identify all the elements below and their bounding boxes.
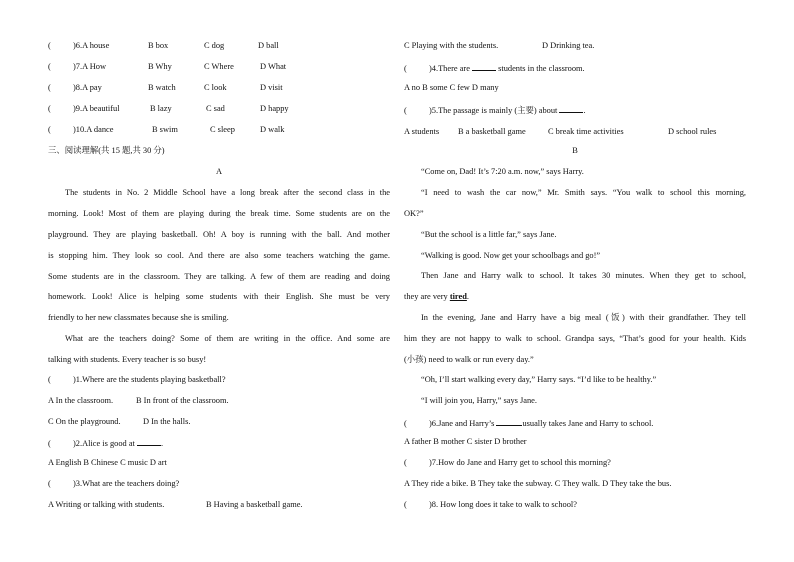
question-6	[48, 41, 390, 51]
reading-question-8	[404, 500, 577, 510]
passage-b-line: Then Jane and Harry walk to school. It takes 30 minutes. When they get to school,	[421, 271, 746, 280]
question-text: )5.The passage is mainly (主要) about	[429, 106, 558, 115]
passage-b-line: “I will join you, Harry,” says Jane.	[421, 396, 537, 405]
passage-b-line: OK?”	[404, 209, 424, 218]
passage-a-line: talking with students. Every teacher is so busy!	[48, 355, 207, 364]
question-text: )4.There are	[429, 64, 470, 73]
answer-paren[interactable]: (	[48, 62, 51, 71]
option-c: C dog	[204, 41, 225, 50]
reading-question-5-options	[404, 127, 746, 137]
question-text: )6.A house	[73, 41, 110, 50]
answer-blank[interactable]	[472, 62, 496, 71]
question-text-end: students in the classroom.	[498, 64, 585, 73]
option-b: B lazy	[150, 104, 172, 113]
question-text-end: usually takes Jane and Harry to school.	[522, 419, 654, 428]
reading-question-2-options: A English B Chinese C music D art	[48, 458, 167, 467]
passage-b-line: “Oh, I’ll start walking every day,” Harry says. “I’d like to be healthy.”	[421, 375, 657, 384]
reading-question-2	[48, 437, 163, 449]
answer-paren[interactable]: (	[48, 125, 51, 134]
answer-paren[interactable]: (	[48, 479, 51, 488]
option-c: C sad	[206, 104, 225, 113]
reading-question-1-options-ab	[48, 396, 390, 406]
reading-question-1-options-cd	[48, 417, 390, 427]
answer-paren[interactable]: (	[404, 458, 407, 467]
question-text: )1.Where are the students playing basketball?	[73, 375, 226, 384]
passage-b-text: .	[466, 292, 469, 301]
option-c: C sleep	[210, 125, 235, 134]
question-9	[48, 104, 390, 114]
answer-paren[interactable]: (	[404, 64, 407, 73]
passage-b-line: “Walking is good. Now get your schoolbags and go!”	[421, 251, 601, 260]
passage-b-line: him they are not happy to walk to school. Grandpa says, “That’s good for your health. Kids	[404, 334, 746, 343]
answer-paren[interactable]: (	[404, 500, 407, 509]
answer-paren[interactable]: (	[48, 83, 51, 92]
option-b: B In front of the classroom.	[136, 396, 229, 405]
reading-question-5	[404, 104, 586, 116]
reading-question-1	[48, 375, 226, 385]
reading-question-3	[48, 479, 179, 489]
passage-b-line: “But the school is a little far,” says Jane.	[421, 230, 557, 239]
passage-a-line: is stopping him. They look so cool. And there are also some teachers watching the game.	[48, 251, 390, 260]
passage-b-label: B	[572, 146, 578, 155]
passage-a-line: playground. They are playing basketball. Oh! A boy is running with the ball. And mother	[48, 230, 390, 239]
option-d: D Drinking tea.	[542, 41, 595, 50]
option-a: A students	[404, 127, 440, 136]
question-text: )8.A pay	[73, 83, 102, 92]
option-c: C Playing with the students.	[404, 41, 499, 50]
passage-b-line	[404, 292, 469, 302]
reading-question-6	[404, 417, 653, 429]
option-c: C Where	[204, 62, 234, 71]
option-b: B Why	[148, 62, 172, 71]
option-d: D walk	[260, 125, 285, 134]
answer-blank[interactable]	[559, 104, 586, 115]
reading-question-7	[404, 458, 611, 468]
answer-paren[interactable]: (	[404, 419, 407, 428]
underlined-word-tired: tired	[449, 292, 467, 301]
passage-b-line: “I need to wash the car now,” Mr. Smith says. “You walk to school this morning,	[421, 188, 746, 197]
option-d: D ball	[258, 41, 279, 50]
option-d: D What	[260, 62, 287, 71]
question-text: )3.What are the teachers doing?	[73, 479, 180, 488]
option-c: C On the playground.	[48, 417, 121, 426]
passage-a-line: homework. Look! Alice is helping some students with their English. She must be very	[48, 292, 390, 301]
answer-blank[interactable]	[137, 437, 164, 448]
passage-b-text: they are very	[404, 292, 448, 301]
answer-blank[interactable]	[496, 417, 522, 426]
answer-paren[interactable]: (	[48, 375, 51, 384]
option-b: B Having a basketball game.	[206, 500, 303, 509]
reading-question-6-options: A father B mother C sister D brother	[404, 437, 527, 446]
question-text: )10.A dance	[73, 125, 114, 134]
reading-question-4	[404, 62, 585, 74]
option-b: B box	[148, 41, 169, 50]
passage-b-line: (小孩) need to walk or run every day.”	[404, 355, 534, 364]
reading-question-7-options: A They ride a bike. B They take the subway. C They walk. D They take the bus.	[404, 479, 672, 488]
reading-question-4-options: A no B some C few D many	[404, 83, 499, 92]
question-text-end: .	[583, 106, 586, 115]
reading-question-3-options-ab	[48, 500, 390, 510]
answer-paren[interactable]: (	[48, 104, 51, 113]
question-10	[48, 125, 390, 135]
section-heading: 三、阅读理解(共 15 题,共 30 分)	[48, 146, 165, 155]
option-b: B swim	[152, 125, 178, 134]
passage-a-line: Some students are in the classroom. They are talking. A few of them are reading and doing	[48, 272, 390, 281]
question-text: )7.A How	[73, 62, 107, 71]
option-a: A In the classroom.	[48, 396, 114, 405]
question-text: )6.Jane and Harry’s	[429, 419, 495, 428]
option-b: B a basketball game	[458, 127, 526, 136]
question-7	[48, 62, 390, 72]
passage-b-line: In the evening, Jane and Harry have a big meal (饭) with their grandfather. They tell	[421, 313, 746, 322]
question-text: )8. How long does it take to walk to school?	[429, 500, 577, 509]
question-text: )9.A beautiful	[73, 104, 120, 113]
passage-b-line: “Come on, Dad! It’s 7:20 a.m. now,” says Harry.	[421, 167, 584, 176]
option-c: C break time activities	[548, 127, 624, 136]
question-8	[48, 83, 390, 93]
answer-paren[interactable]: (	[48, 41, 51, 50]
answer-paren[interactable]: (	[48, 439, 51, 448]
option-a: A Writing or talking with students.	[48, 500, 165, 509]
passage-a-line: friendly to her new classmates because she is smiling.	[48, 313, 229, 322]
option-b: B watch	[148, 83, 176, 92]
option-d: D school rules	[668, 127, 717, 136]
reading-question-3-options-cd	[404, 41, 746, 51]
question-text: )7.How do Jane and Harry get to school this morning?	[429, 458, 611, 467]
option-d: D happy	[260, 104, 289, 113]
option-c: C look	[204, 83, 227, 92]
passage-a-line: What are the teachers doing? Some of them are writing in the office. And some are	[65, 334, 390, 343]
passage-a-line: The students in No. 2 Middle School have a long break after the second class in the	[65, 188, 390, 197]
passage-a-line: morning. Look! Most of them are playing during the break time. Some students are on the	[48, 209, 390, 218]
question-text-end: .	[160, 439, 164, 448]
passage-a-label: A	[215, 167, 223, 176]
option-d: D visit	[260, 83, 283, 92]
question-text: )2.Alice is good at	[73, 439, 135, 448]
answer-paren[interactable]: (	[404, 106, 407, 115]
option-d: D In the halls.	[143, 417, 191, 426]
